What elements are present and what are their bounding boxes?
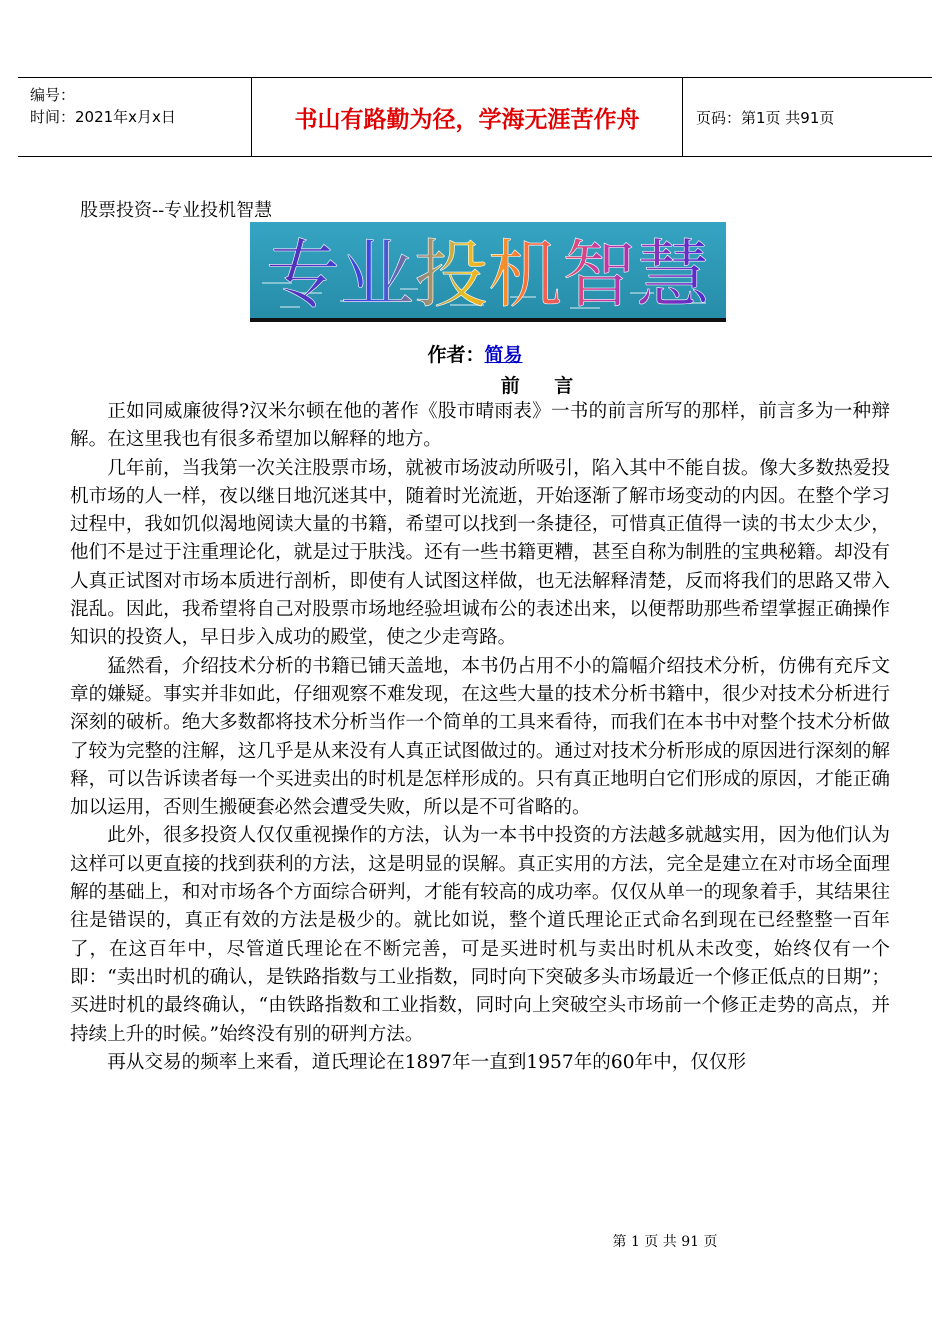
page-footer: 第 1 页 共 91 页 bbox=[612, 1234, 718, 1250]
title-banner-image bbox=[250, 222, 726, 322]
document-label: 股票投资--专业投机智慧 bbox=[80, 200, 273, 221]
page-info-text: 页码：第1页 共91页 bbox=[696, 108, 835, 127]
banner-text: 专业投机智慧 bbox=[266, 232, 710, 318]
paragraph: 猛然看，介绍技术分析的书籍已铺天盖地，本书仍占用不小的篇幅介绍技术分析，仿佛有充斥文章的嫌疑。事实并非如此，仔细观察不难发现，在这些大量的技术分析书籍中，很少对技术分析进行深刻的破析。绝大多数都将技术分析当作一个简单的工具来看待，而我们在本书中对整个技术分析做了较为完整的注解，这几乎是从来没有人真正试图做过的。通过对技术分析形成的原因进行深刻的解释，可以告诉读者每一个买进卖出的时机是怎样形成的。只有真正地明白它们形成的原因，才能正确加以运用，否则生搬硬套必然会遭受失败，所以是不可省略的。 bbox=[70, 655, 890, 819]
author-name-link[interactable]: 简易 bbox=[484, 344, 523, 366]
header-motto-cell bbox=[252, 78, 683, 156]
author-prefix: 作者： bbox=[427, 344, 485, 366]
number-label: 编号： bbox=[30, 86, 76, 104]
preface-title: 前 言 bbox=[500, 375, 588, 397]
paragraph: 再从交易的频率上来看，道氏理论在1897年一直到1957年的60年中，仅仅形 bbox=[107, 1051, 747, 1073]
motto-text: 书山有路勤为径，学海无涯苦作舟 bbox=[294, 106, 640, 133]
paragraph: 几年前，当我第一次关注股票市场，就被市场波动所吸引，陷入其中不能自拔。像大多数热爱投机市场的人一样，夜以继日地沉迷其中，随着时光流逝，开始逐渐了解市场变动的内因。在整个学习过程中，我如饥似渴地阅读大量的书籍，希望可以找到一条捷径，可惜真正值得一读的书太少太少，他们不是过于注重理论化，就是过于肤浅。还有一些书籍更糟，甚至自称为制胜的宝典秘籍。却没有人真正试图对市场本质进行剖析，即使有人试图这样做，也无法解释清楚，反而将我们的思路又带入混乱。因此，我希望将自己对股票市场地经验坦诚布公的表述出来，以便帮助那些希望掌握正确操作知识的投资人，早日步入成功的殿堂，使之少走弯路。 bbox=[70, 457, 890, 649]
header-meta bbox=[18, 78, 252, 156]
header-page-info bbox=[683, 78, 932, 156]
paragraph: 正如同威廉彼得?汉米尔顿在他的著作《股市晴雨表》一书的前言所写的那样，前言多为一种辩解。在这里我也有很多希望加以解释的地方。 bbox=[70, 401, 890, 451]
preface-body bbox=[70, 398, 890, 1077]
page-header bbox=[18, 77, 932, 157]
paragraph: 此外，很多投资人仅仅重视操作的方法，认为一本书中投资的方法越多就越实用，因为他们认为这样可以更直接的找到获利的方法，这是明显的误解。真正实用的方法，完全是建立在对市场全面理解的基础上，和对市场各个方面综合研判，才能有较高的成功率。仅仅从单一的现象着手，其结果往往是错误的，真正有效的方法是极少的。就比如说，整个道氏理论正式命名到现在已经整整一百年了，在这百年中，尽管道氏理论在不断完善，可是买进时机与卖出时机从未改变，始终仅有一个即：“卖出时机的确认，是铁路指数与工业指数，同时向下突破多头市场最近一个修正低点的日期”；买进时机的最终确认，“由铁路指数和工业指数，同时向上突破空头市场前一个修正走势的高点，并持续上升的时候。”始终没有别的研判方法。 bbox=[70, 825, 890, 1045]
author-line bbox=[0, 340, 950, 367]
time-label: 时间：2021年x月x日 bbox=[30, 108, 176, 126]
